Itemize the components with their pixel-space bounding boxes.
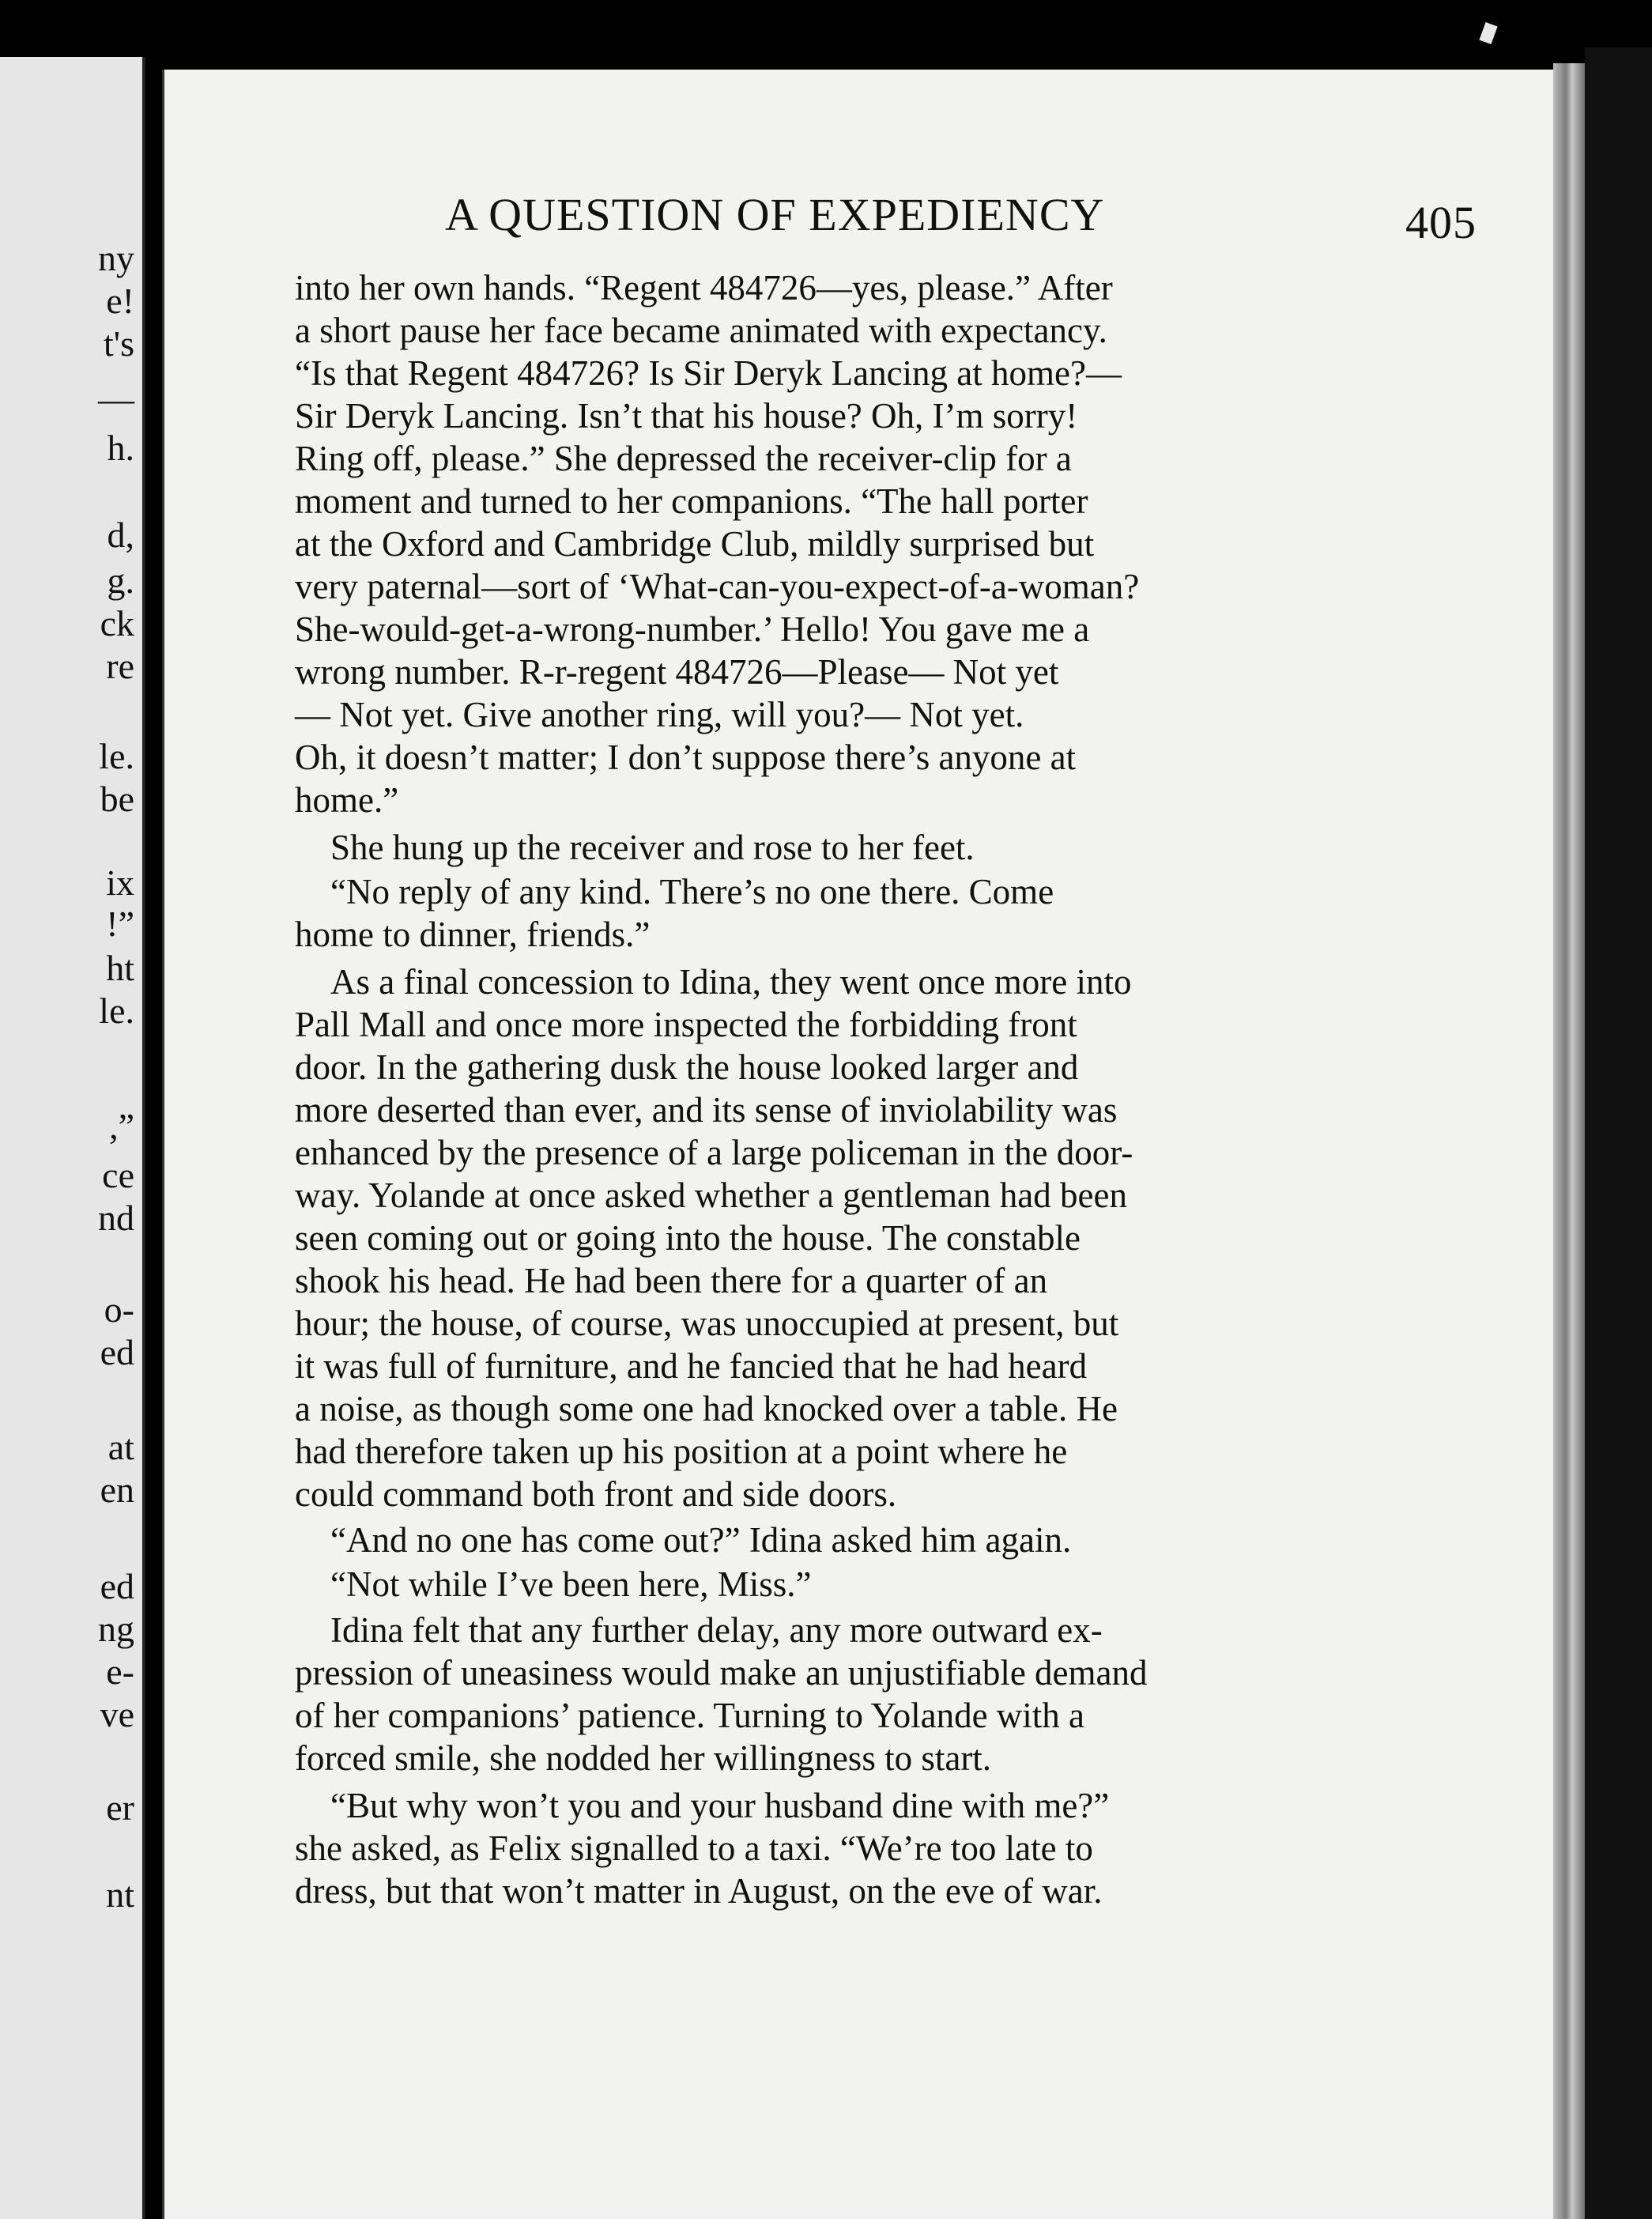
facing-fragment: le. [99,736,134,776]
text-line: home.” [295,780,399,820]
facing-fragment: ve [100,1694,134,1734]
facing-fragment: nt [106,1874,134,1915]
text-line: it was full of furniture, and he fancied that he had heard [295,1346,1088,1386]
text-line: at the Oxford and Cambridge Club, mildly surprised but [295,524,1095,564]
text-line: shook his head. He had been there for a quarter of an [295,1261,1048,1300]
text-line: more deserted than ever, and its sense of inviolability was [295,1090,1118,1130]
text-line: pression of uneasiness would make an unjustifiable demand [295,1653,1148,1693]
facing-fragment: — [98,379,134,419]
facing-fragment: en [100,1470,134,1510]
text-line: hour; the house, of course, was unoccupied at present, but [295,1304,1119,1343]
facing-fragment: er [106,1787,134,1828]
facing-fragment: ed [100,1332,134,1372]
text-line: she asked, as Felix signalled to a taxi. “We’re too late to [295,1828,1093,1868]
text-line: dress, but that won’t matter in August, on the eve of war. [295,1871,1103,1911]
facing-fragment: e- [106,1651,134,1692]
text-line: had therefore taken up his position at a point where he [295,1432,1068,1471]
facing-fragment: ,” [109,1106,134,1146]
text-line: of her companions’ patience. Turning to Yolande with a [295,1696,1085,1735]
text-line: Pall Mall and once more inspected the forbidding front [295,1005,1077,1044]
facing-fragment: d, [107,515,134,555]
facing-fragment: ht [106,948,134,988]
text-line: enhanced by the presence of a large policeman in the door- [295,1133,1133,1172]
text-line: could command both front and side doors. [295,1474,897,1514]
page-title: A QUESTION OF EXPEDIENCY [445,189,1105,240]
text-line: forced smile, she nodded her willingness to start. [295,1738,992,1778]
book-page [162,70,1571,2219]
text-line: home to dinner, friends.” [295,915,651,954]
text-line: wrong number. R-r-regent 484726—Please— Not yet [295,652,1059,692]
text-line: As a final concession to Idina, they went once more into [330,962,1132,1002]
facing-fragment: be [100,779,134,819]
facing-fragment: !” [106,904,134,944]
text-line: “Is that Regent 484726? Is Sir Deryk Lancing at home?— [295,353,1122,393]
text-line: Sir Deryk Lancing. Isn’t that his house? Oh, I’m sorry! [295,396,1078,436]
page-number: 405 [1405,197,1477,248]
page-stack-edge [1553,63,1585,2219]
text-line: Ring off, please.” She depressed the receiver-clip for a [295,439,1072,478]
text-line: “But why won’t you and your husband dine with me?” [330,1786,1110,1825]
text-line: — Not yet. Give another ring, will you?— Not yet. [295,695,1024,734]
facing-fragment: ny [98,238,134,278]
text-line: door. In the gathering dusk the house looked larger and [295,1047,1079,1087]
facing-fragment: ed [100,1566,134,1606]
text-line: Oh, it doesn’t matter; I don’t suppose there’s anyone at [295,738,1077,777]
text-line: into her own hands. “Regent 484726—yes, please.” After [295,268,1113,308]
text-line: moment and turned to her companions. “The hall porter [295,481,1088,521]
text-line: way. Yolande at once asked whether a gentleman had been [295,1176,1127,1215]
facing-fragment: e! [106,281,134,321]
facing-fragment: t's [104,323,134,364]
facing-fragment: h. [107,428,134,468]
facing-fragment: ng [98,1609,134,1649]
text-line: seen coming out or going into the house. The constable [295,1218,1081,1258]
text-line: “And no one has come out?” Idina asked him again. [330,1520,1072,1560]
text-line: a noise, as though some one had knocked over a table. He [295,1389,1118,1428]
facing-fragment: le. [99,991,134,1031]
facing-fragment: ce [102,1155,134,1195]
text-line: very paternal—sort of ‘What-can-you-expect-of-a-woman? [295,567,1140,606]
facing-fragment: g. [107,560,134,601]
facing-fragment: re [106,646,134,686]
facing-fragment: at [107,1427,134,1467]
facing-fragment: nd [98,1198,134,1238]
text-line: a short pause her face became animated with expectancy. [295,311,1107,350]
facing-fragment: ix [106,862,134,903]
facing-fragment: ck [100,603,134,643]
book-cover-edge [1585,47,1652,2219]
facing-fragment: o- [104,1289,134,1330]
text-line: She hung up the receiver and rose to her feet. [330,828,975,867]
text-line: “No reply of any kind. There’s no one there. Come [330,872,1054,911]
text-line: She-would-get-a-wrong-number.’ Hello! You gave me a [295,609,1090,649]
text-line: Idina felt that any further delay, any more outward ex- [330,1610,1103,1650]
scan-mark [1479,22,1497,44]
text-line: “Not while I’ve been here, Miss.” [330,1564,812,1604]
